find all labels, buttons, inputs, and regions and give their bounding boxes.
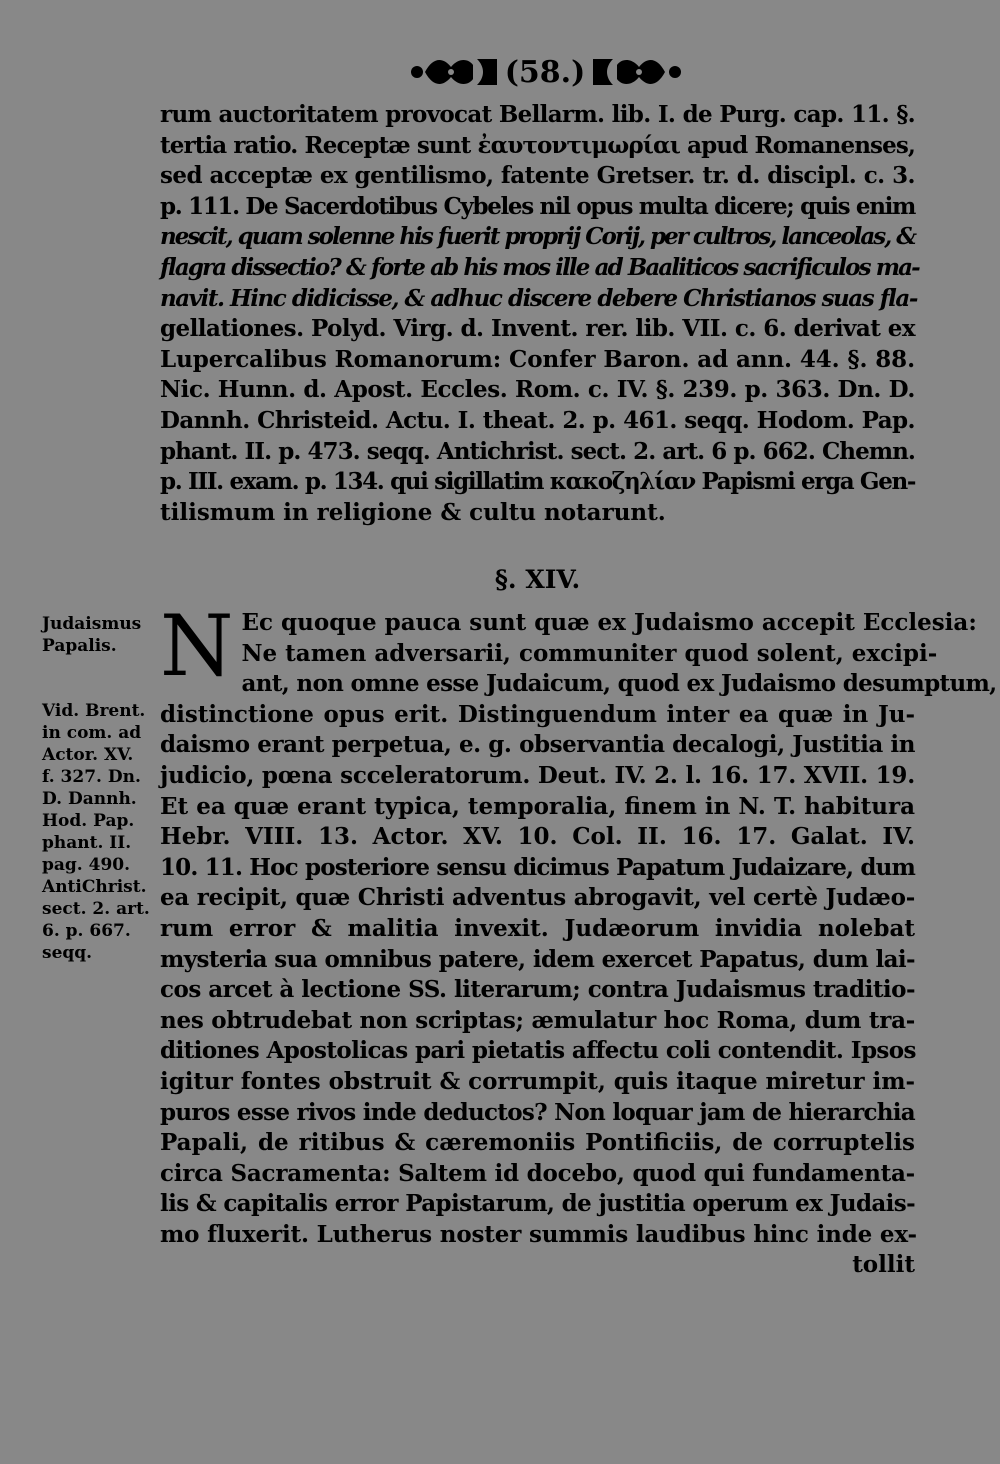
page-header bbox=[400, 46, 690, 98]
margin-line: 6. p. 667. bbox=[42, 921, 131, 941]
margin-line: in com. ad bbox=[42, 723, 142, 743]
text-line: judicio, pœna scceleratorum. Deut. IV. 2. l. 16. 17. XVII. 19. bbox=[160, 761, 915, 789]
margin-note-references bbox=[42, 700, 154, 964]
text-line: mo fluxerit. Lutherus noster summis laudibus hinc inde ex- bbox=[160, 1220, 917, 1248]
margin-line: f. 327. Dn. bbox=[42, 767, 141, 787]
paragraph-section-xiv bbox=[160, 597, 997, 1281]
text-line: Hebr. VIII. 13. Actor. XV. 10. Col. II. 16. 17. Galat. IV. bbox=[160, 823, 915, 851]
text-line: rum error & malitia invexit. Judæorum invidia nolebat bbox=[160, 914, 915, 942]
text-line: sed acceptæ ex gentilismo, fatente Gretser. tr. d. discipl. c. 3. bbox=[160, 162, 915, 190]
margin-line: Actor. XV. bbox=[42, 745, 134, 765]
margin-line: Papalis. bbox=[42, 636, 117, 656]
text-line: gellationes. Polyd. Virg. d. Invent. rer. lib. VII. c. 6. derivat ex bbox=[160, 315, 915, 343]
text-line: navit. Hinc didicisse, & adhuc discere debere Christianos suas fla- bbox=[160, 284, 917, 312]
text-line: p. III. exam. p. 134. qui sigillatim κακοζηλίαν Papismi erga Gen- bbox=[160, 468, 915, 496]
text-line: tilismum in religione & cultu notarunt. bbox=[160, 498, 666, 526]
text-line: daismo erant perpetua, e. g. observantia decalogi, Justitia in bbox=[160, 731, 915, 759]
text-line: 10. 11. Hoc posteriore sensu dicimus Papatum Judaizare, dum bbox=[160, 853, 915, 881]
margin-line: D. Dannh. bbox=[42, 789, 137, 809]
section-heading: §. XIV. bbox=[494, 565, 581, 594]
text-line: ea recipit, quæ Christi adventus abrogavit, vel certè Judæo- bbox=[160, 884, 915, 912]
text-line: flagra dissectio? & forte ab his mos ille ad Baaliticos sacrificulos ma- bbox=[160, 253, 919, 281]
margin-line: seqq. bbox=[42, 943, 93, 963]
text-line: cos arcet à lectione SS. literarum; contra Judaismus traditio- bbox=[160, 976, 915, 1004]
margin-line: Vid. Brent. bbox=[42, 701, 146, 721]
text-line: lis & capitalis error Papistarum, de justitia operum ex Judais- bbox=[160, 1190, 915, 1218]
drop-cap: N bbox=[160, 597, 234, 695]
text-line: ant, non omne esse Judaicum, quod ex Judaismo desumptum, bbox=[241, 670, 997, 698]
text-line: nes obtrudebat non scriptas; æmulatur hoc Roma, dum tra- bbox=[160, 1006, 915, 1034]
text-line: Papali, de ritibus & cæremoniis Pontificiis, de corruptelis bbox=[160, 1129, 915, 1157]
text-line: Nic. Hunn. d. Apost. Eccles. Rom. c. IV. §. 239. p. 363. Dn. D. bbox=[160, 376, 915, 404]
text-line: Lupercalibus Romanorum: Confer Baron. ad ann. 44. §. 88. bbox=[160, 345, 915, 373]
left-ornament-icon bbox=[403, 55, 499, 89]
margin-line: pag. 490. bbox=[42, 855, 131, 875]
margin-note-topic bbox=[42, 613, 154, 657]
text-line: circa Sacramenta: Saltem id docebo, quod qui fundamenta- bbox=[160, 1159, 915, 1187]
margin-line: sect. 2. art. bbox=[42, 899, 150, 919]
text-line: rum auctoritatem provocat Bellarm. lib. I. de Purg. cap. 11. §. bbox=[160, 101, 915, 128]
text-line: nescit, quam solenne his fuerit proprij Corij, per cultros, lanceolas, & bbox=[160, 223, 915, 251]
margin-line: phant. II. bbox=[42, 833, 132, 853]
margin-line: AntiChrist. bbox=[42, 877, 147, 897]
text-line: phant. II. p. 473. seqq. Antichrist. sect. 2. art. 6 p. 662. Chemn. bbox=[160, 437, 915, 465]
text-line: Ne tamen adversarii, communiter quod solent, excipi- bbox=[241, 639, 938, 667]
text-line: mysteria sua omnibus patere, idem exercet Papatus, dum lai- bbox=[160, 945, 916, 973]
catchword: tollit bbox=[852, 1251, 915, 1279]
text-line: distinctione opus erit. Distinguendum inter ea quæ in Ju- bbox=[160, 700, 915, 728]
margin-line: Hod. Pap. bbox=[42, 811, 135, 831]
right-ornament-icon bbox=[591, 55, 687, 89]
text-line: Et ea quæ erant typica, temporalia, finem in N. T. habitura bbox=[160, 792, 915, 820]
text-line: tertia ratio. Receptæ sunt ἐαυτοντιμωρίαι apud Romanenses, bbox=[160, 131, 915, 159]
text-line: p. 111. De Sacerdotibus Cybeles nil opus multa dicere; quis enim bbox=[160, 192, 915, 220]
text-line: puros esse rivos inde deductos? Non loquar jam de hierarchia bbox=[160, 1098, 915, 1126]
text-line: igitur fontes obstruit & corrumpit, quis itaque miretur im- bbox=[160, 1067, 915, 1095]
margin-line: Judaismus bbox=[42, 614, 142, 634]
text-line: Ec quoque pauca sunt quæ ex Judaismo accepit Ecclesia: bbox=[241, 609, 977, 636]
text-line: ditiones Apostolicas pari pietatis affectu coli contendit. Ipsos bbox=[160, 1037, 916, 1065]
text-line: Dannh. Christeid. Actu. I. theat. 2. p. 461. seqq. Hodom. Pap. bbox=[160, 406, 915, 434]
paragraph-continued bbox=[160, 100, 919, 528]
page-number: (58.) bbox=[504, 54, 586, 90]
